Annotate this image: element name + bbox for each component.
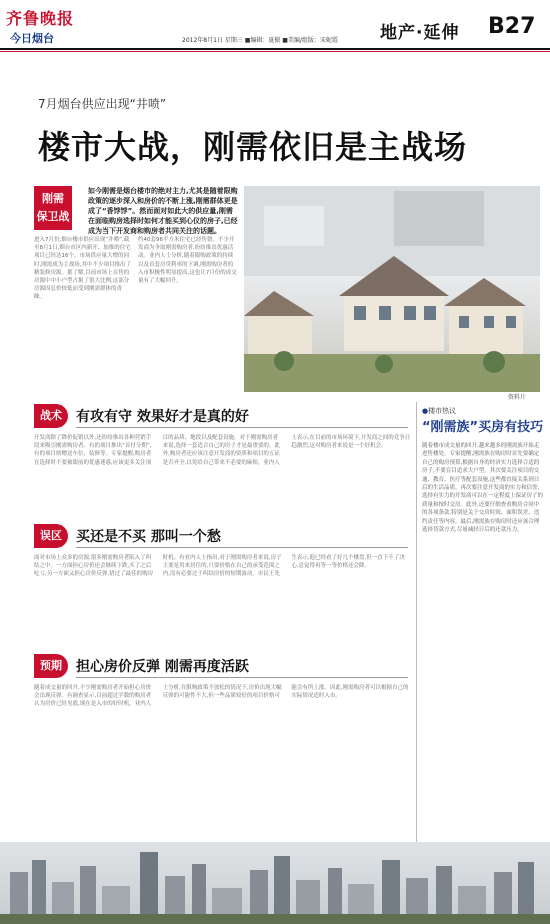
section-banner-expectation [34,654,412,678]
column-divider [416,402,417,842]
section-heading: 担心房价反弹 刚需再度活跃 [76,659,249,675]
section-body-expectation: 随着成交量的回升,不少刚需购房者开始担心房价会出现反弹。有调查显示,目前超过半数的购房者认为房价已经见底,现在是入市的好时机。业内人士分析,在限购政策不放松的情况下,房价出现大幅反弹的可能性不大,但一些品质较好的项目价格可能会有所上涨。因此,刚需购房者可以根据自己的实际情况适时入市。 [34,685,409,708]
body-column-1: 进入7月份,烟台楼市供应出现“井喷”,截至8月1日,烟台市区内新开、加推的住宅项目已经达16个。市场供应量大增的同时,刚需成为主战场,其中不少项目推出了精装修房源。据了解,目前市场上在售的房源中中小户型占据了很大比例,这部分房源因总价较低而受到刚需群体的青睐。 [34,237,131,301]
sidebar-kicker-text: 楼市热议 [428,407,457,415]
section-rule [76,677,408,678]
page-number: B27 [488,14,536,39]
article-headline: 楼市大战，刚需依旧是主战场 [38,128,468,166]
badge-line-1: 刚需 [42,192,64,205]
section-title: 地产·延伸 [380,23,460,43]
badge-line-2: 保卫战 [36,210,70,223]
sidebar-kicker [422,406,544,416]
issue-meta: 2012年8月1日 星期三 ■编辑：夏振 ■美编/组版：宋妮霞 [182,37,338,44]
section-body-tactics: 开发商除了降价促销以外,还纷纷推出各种营销手段来吸引刚需购房者。有的项目推出“首付分期”,有的项目则赠送车位、装修等。专家提醒,购房者在选择时不要被眼前的优惠迷惑,应该更多关注项目的品质、地段以及配套设施。对于刚需购房者来说,选择一套适合自己的房子才是最重要的。此外,购房者还应该注意开发商的资质和项目的五证是否齐全,以免给自己带来不必要的麻烦。业内人士表示,在目前的市场环境下,开发商之间的竞争日趋激烈,这对购房者来说是一个好机会。 [34,435,411,466]
section-heading: 有攻有守 效果好才是真的好 [76,409,249,425]
article-lead: 如今刚需是烟台楼市的绝对主力,尤其是随着限购政策的逐步深入和房价的不断上涨,刚需群体更是成了“香饽饽”。然而面对如此大的供应量,刚需在面临购房选择时如何才能买到心仪的房子,已经成为当下开发商和购房者共同关注的话题。 [88,187,238,235]
badge-box [34,186,72,230]
article-subhead: 7月烟台供应出现“井喷” [38,97,167,111]
sidebar-title: “刚需族”买房有技巧 [422,420,544,435]
villa-model-photo [244,186,540,392]
body-column-2: 约40套96平方米住宅已经售罄。不少开发商为争取刚需购房者,纷纷推出优惠活动。业内人士分析,随着限购政策的持续以及首套房贷利率的下调,刚需购房者的入市积极性明显提高,这也让7月份的成交量有了大幅回升。 [138,237,237,285]
section-tag: 误区 [34,524,68,548]
sidebar [422,406,544,866]
header-rule-accent [0,51,550,52]
section-tag: 战术 [34,404,68,428]
section-rule [76,427,408,428]
sidebar-body: 随着楼市成交量的回升,越来越多的刚需族开始走进售楼处。专家提醒,刚需族在购房时首先要确定自己的购房预算,根据自身的经济实力选择合适的房子,不要盲目追求大户型。其次要关注项目的交通、教育、医疗等配套设施,这些都直接关系到日后的生活品质。再次要注意开发商的实力和信誉,选择有实力的开发商可以在一定程度上保证房子的质量和按时交房。此外,还要仔细查看购房合同中的各项条款,特别是关于交房时间、面积误差、违约责任等内容。最后,刚需族在购房时还应该合理选择贷款方式,尽量减轻日后的还款压力。 [422,443,544,534]
edition-name: 今日烟台 [10,32,54,45]
section-banner-misconception [34,524,412,548]
circle-bullet-icon: ● [422,407,429,415]
section-rule [76,547,408,548]
newspaper-logo: 齐鲁晚报 [6,9,75,28]
section-body-misconception: 面对市场上众多的房源,很多刚需购房者陷入了纠结之中。一方面担心房价还会继续下跌,买了之后吃亏;另一方面又担心房价反弹,错过了最佳的购房时机。有业内人士指出,对于刚需购房者来说,房子主要是用来居住的,只要价格在自己的承受范围之内,没有必要过于纠结房价的短期波动。市民王先生表示,他已经看了好几个楼盘,但一直下不了决心,总觉得再等一等价格还会降。 [34,555,405,578]
section-heading: 买还是不买 那叫一个愁 [76,529,221,545]
section-banner-tactics [34,404,412,428]
header-rule [0,48,550,50]
section-tag: 预期 [34,654,68,678]
city-skyline-photo [0,842,550,924]
skyline-illustration [0,842,550,924]
photo-illustration [244,186,540,392]
photo-credit: 资料片 [508,394,527,401]
